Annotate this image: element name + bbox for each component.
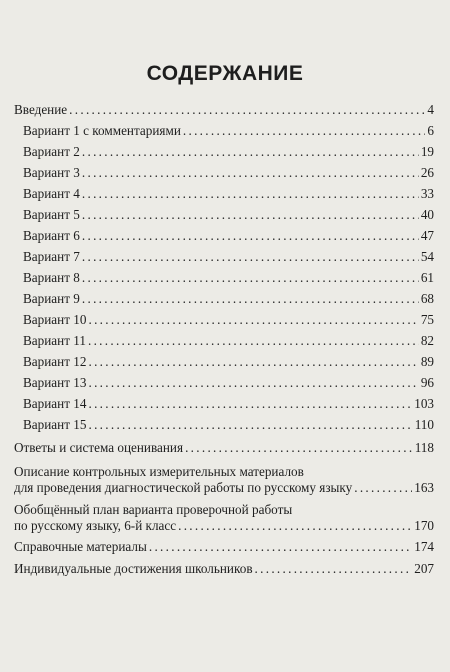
toc-entry-reference[interactable]	[14, 539, 434, 555]
toc-leader-dots	[183, 123, 426, 139]
toc-leader-dots	[88, 354, 418, 370]
toc-entry-page: 170	[414, 518, 434, 533]
toc-leader-dots	[82, 291, 419, 307]
toc-entry-plan[interactable]	[14, 518, 434, 534]
toc-leader-dots	[178, 518, 412, 534]
toc-entry-variant-3[interactable]	[23, 165, 434, 181]
toc-leader-dots	[185, 440, 413, 456]
toc-entry-page: 26	[420, 165, 434, 180]
toc-leader-dots	[354, 480, 412, 496]
toc-leader-dots	[82, 165, 419, 181]
toc-entry-variant-10[interactable]	[23, 312, 434, 328]
toc-leader-dots	[82, 186, 419, 202]
toc-entry-label: Вариант 4	[23, 186, 80, 201]
toc-entry-variant-5[interactable]	[23, 207, 434, 223]
toc-leader-dots	[88, 312, 418, 328]
toc-entry-answers[interactable]	[14, 440, 434, 456]
toc-entry-variant-8[interactable]	[23, 270, 434, 286]
toc-entry-label: Ответы и система оценивания	[14, 440, 184, 455]
toc-entry-page: 118	[414, 440, 434, 455]
toc-entry-page: 89	[420, 354, 434, 369]
toc-leader-dots	[88, 417, 412, 433]
toc-leader-dots	[82, 270, 419, 286]
toc-entry-page: 54	[420, 249, 434, 264]
toc-entry-label: Вариант 6	[23, 228, 80, 243]
toc-entry-page: 19	[420, 144, 434, 159]
toc-entry-page: 163	[414, 480, 434, 495]
toc-entry-label: Вариант 7	[23, 249, 80, 264]
toc-entry-description[interactable]	[14, 480, 434, 496]
toc-entry-label: Справочные материалы	[14, 539, 147, 554]
toc-entry-page: 75	[420, 312, 434, 327]
toc-leader-dots	[255, 561, 413, 577]
toc-entry-variant-6[interactable]	[23, 228, 434, 244]
toc-leader-dots	[82, 249, 419, 265]
toc-leader-dots	[88, 396, 412, 412]
toc-entry-variant-7[interactable]	[23, 249, 434, 265]
toc-leader-dots	[149, 539, 412, 555]
toc-entry-label: Вариант 13	[23, 375, 87, 390]
toc-entry-page: 47	[420, 228, 434, 243]
toc-entry-label: Вариант 15	[23, 417, 87, 432]
toc-leader-dots	[69, 102, 425, 118]
toc-entry-plan-line1: Обобщённый план варианта проверочной работы	[14, 502, 293, 517]
toc-leader-dots	[88, 333, 419, 349]
toc-leader-dots	[82, 228, 419, 244]
toc-entry-label: Вариант 12	[23, 354, 87, 369]
toc-leader-dots	[82, 207, 419, 223]
toc-entry-label: Вариант 11	[23, 333, 86, 348]
toc-entry-page: 110	[414, 417, 434, 432]
toc-entry-label: по русскому языку, 6-й класс	[14, 518, 177, 533]
toc-entry-page: 174	[414, 539, 434, 554]
toc-entry-variant-15[interactable]	[23, 417, 434, 433]
toc-entry-variant-4[interactable]	[23, 186, 434, 202]
toc-entry-variant-2[interactable]	[23, 144, 434, 160]
toc-entry-variant-11[interactable]	[23, 333, 434, 349]
toc-entry-variant-13[interactable]	[23, 375, 434, 391]
toc-entry-achievements[interactable]	[14, 561, 434, 577]
toc-entry-label: Вариант 2	[23, 144, 80, 159]
toc-entry-label: Вариант 3	[23, 165, 80, 180]
toc-entry-page: 96	[420, 375, 434, 390]
toc-entry-variant-9[interactable]	[23, 291, 434, 307]
toc-entry-label: Вариант 1 с комментариями	[23, 123, 181, 138]
toc-entry-page: 82	[420, 333, 434, 348]
toc-entry-page: 68	[420, 291, 434, 306]
toc-entry-label: Вариант 8	[23, 270, 80, 285]
toc-entry-page: 4	[427, 102, 434, 117]
toc-entry-page: 6	[427, 123, 434, 138]
toc-entry-variant-1[interactable]	[23, 123, 434, 139]
page-title: СОДЕРЖАНИЕ	[146, 62, 304, 85]
toc-entry-intro[interactable]	[14, 102, 434, 118]
toc-entry-variant-14[interactable]	[23, 396, 434, 412]
toc-entry-label: Вариант 10	[23, 312, 87, 327]
toc-entry-page: 33	[420, 186, 434, 201]
toc-entry-description-line1: Описание контрольных измерительных материалов	[14, 464, 304, 479]
toc-entry-label: Индивидуальные достижения школьников	[14, 561, 253, 576]
toc-entry-label: для проведения диагностической работы по русскому языку	[14, 480, 353, 495]
toc-entry-page: 40	[420, 207, 434, 222]
toc-entry-variant-12[interactable]	[23, 354, 434, 370]
toc-leader-dots	[82, 144, 419, 160]
toc-entry-page: 207	[414, 561, 434, 576]
toc-entry-label: Вариант 5	[23, 207, 80, 222]
toc-entry-label: Вариант 14	[23, 396, 87, 411]
toc-entry-label: Вариант 9	[23, 291, 80, 306]
toc-entry-page: 103	[414, 396, 434, 411]
toc-entry-label: Введение	[14, 102, 68, 117]
toc-entry-page: 61	[420, 270, 434, 285]
toc-leader-dots	[88, 375, 418, 391]
